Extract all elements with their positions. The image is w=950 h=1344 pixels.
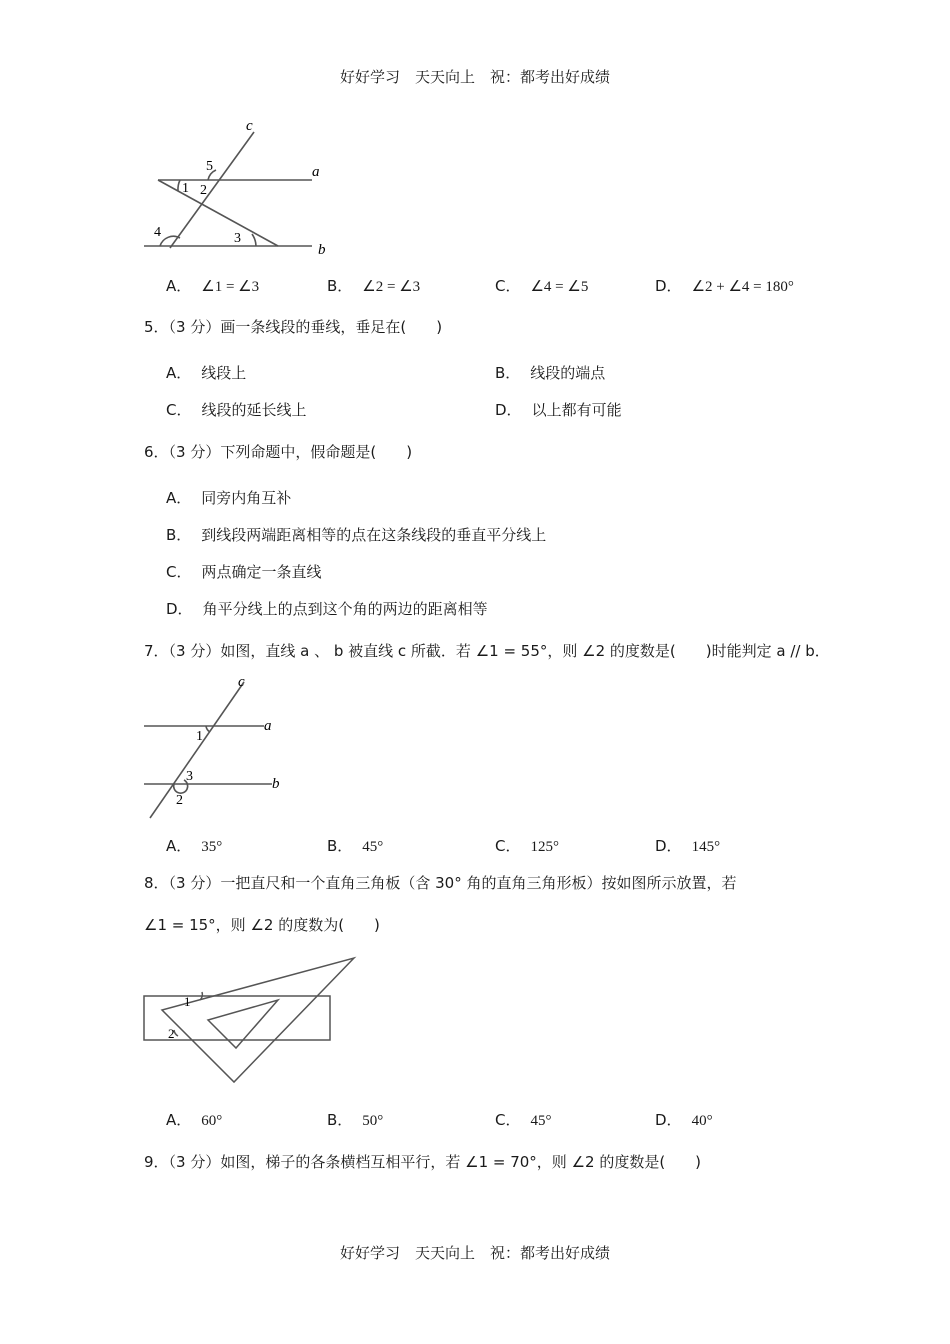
option-key: D． (495, 401, 522, 419)
q8-option-b[interactable] (327, 1109, 383, 1130)
q7-option-c[interactable] (495, 835, 559, 856)
page-footer: 好好学习 天天向上 祝：都考出好成绩 (339, 1244, 610, 1262)
q4-angle-3: 3 (234, 231, 241, 246)
option-text: 35° (201, 839, 223, 855)
q7-arc-1 (206, 726, 210, 732)
option-key: D． (655, 277, 682, 295)
q7-line-c (150, 682, 244, 818)
option-text: ∠2 = ∠3 (362, 279, 421, 295)
option-key: D． (655, 837, 682, 855)
q4-angle-5: 5 (206, 159, 213, 174)
option-text: 角平分线上的点到这个角的两边的距离相等 (202, 600, 488, 618)
q4-angle-1: 1 (182, 181, 189, 196)
q4-label-b: b (318, 242, 326, 258)
option-text: 45° (530, 1113, 552, 1129)
q4-option-c[interactable] (495, 275, 588, 296)
q7-label-b: b (272, 776, 280, 792)
q6-option-d[interactable] (166, 598, 488, 619)
option-text: 同旁内角互补 (201, 489, 292, 507)
q7-option-d[interactable] (655, 835, 720, 856)
q7-angle-2: 2 (176, 793, 183, 808)
q7-figure (140, 672, 300, 824)
q8-figure (140, 954, 362, 1088)
q7-label-c: c (238, 674, 245, 690)
page-header: 好好学习 天天向上 祝：都考出好成绩 (339, 68, 610, 86)
option-key: B． (327, 277, 353, 295)
q4-label-a: a (312, 164, 320, 180)
option-key: C． (495, 277, 521, 295)
q8-stem-line2: ∠1 = 15°，则 ∠2 的度数为( ) (144, 916, 380, 934)
option-key: A． (166, 364, 192, 382)
option-key: A． (166, 1111, 192, 1129)
q5-option-a[interactable] (166, 362, 246, 383)
option-key: B． (327, 837, 353, 855)
option-text: 线段的端点 (530, 364, 606, 382)
option-key: A． (166, 837, 192, 855)
q9-stem: 9．（3 分）如图，梯子的各条横档互相平行，若 ∠1 = 70°，则 ∠2 的度数是( ) (144, 1153, 702, 1171)
q4-option-a[interactable] (166, 275, 259, 296)
q4-option-d[interactable] (655, 275, 794, 296)
option-key: C． (495, 837, 521, 855)
option-key: B． (327, 1111, 353, 1129)
q5-stem: 5．（3 分）画一条线段的垂线，垂足在( ) (144, 318, 443, 336)
q8-stem-line1: 8．（3 分）一把直尺和一个直角三角板（含 30° 角的直角三角形板）按如图所示放置，若 (144, 874, 737, 892)
q5-option-d[interactable] (495, 399, 622, 420)
option-text: 125° (530, 839, 559, 855)
q4-angle-2: 2 (200, 183, 207, 198)
q8-angle-2: 2 (168, 1026, 175, 1041)
q4-arc-3 (252, 234, 256, 246)
q8-option-c[interactable] (495, 1109, 551, 1130)
q8-option-d[interactable] (655, 1109, 713, 1130)
option-key: D． (655, 1111, 682, 1129)
q7-stem: 7．（3 分）如图，直线 a 、 b 被直线 c 所截．若 ∠1 = 55°，则 ∠2 的度数是( )时能判定 a // b． (144, 642, 830, 660)
q8-triangle-inner (208, 1000, 278, 1048)
option-text: ∠1 = ∠3 (201, 279, 260, 295)
option-text: 145° (691, 839, 721, 855)
option-text: 40° (691, 1113, 713, 1129)
q4-label-c: c (246, 118, 253, 134)
option-text: ∠2 + ∠4 = 180° (691, 279, 794, 295)
q6-stem: 6．（3 分）下列命题中，假命题是( ) (144, 443, 413, 461)
q4-figure (140, 112, 340, 262)
q7-angle-3: 3 (186, 769, 193, 784)
option-text: 45° (362, 839, 384, 855)
q7-option-a[interactable] (166, 835, 222, 856)
q8-arc-2 (174, 1030, 178, 1036)
q4-arc-1 (178, 180, 180, 191)
option-text: 线段的延长线上 (201, 401, 307, 419)
q7-option-b[interactable] (327, 835, 383, 856)
q8-angle-1: 1 (184, 994, 191, 1009)
q7-label-a: a (264, 718, 272, 734)
option-text: 以上都有可能 (531, 401, 622, 419)
option-key: C． (166, 401, 192, 419)
option-key: C． (166, 563, 192, 581)
q6-option-b[interactable] (166, 524, 546, 545)
q7-angle-1: 1 (196, 729, 203, 744)
option-key: B． (166, 526, 192, 544)
q8-triangle-outer (162, 958, 354, 1082)
option-key: B． (495, 364, 521, 382)
option-text: 到线段两端距离相等的点在这条线段的垂直平分线上 (201, 526, 547, 544)
option-text: 两点确定一条直线 (201, 563, 322, 581)
q5-option-b[interactable] (495, 362, 605, 383)
option-text: 60° (201, 1113, 223, 1129)
q4-option-b[interactable] (327, 275, 420, 296)
q6-option-a[interactable] (166, 487, 291, 508)
q4-angle-4: 4 (154, 225, 161, 240)
option-text: 50° (362, 1113, 384, 1129)
option-text: ∠4 = ∠5 (530, 279, 589, 295)
option-key: D． (166, 600, 193, 618)
option-text: 线段上 (201, 364, 247, 382)
option-key: A． (166, 489, 192, 507)
option-key: A． (166, 277, 192, 295)
q5-option-c[interactable] (166, 399, 307, 420)
option-key: C． (495, 1111, 521, 1129)
q8-option-a[interactable] (166, 1109, 222, 1130)
q6-option-c[interactable] (166, 561, 322, 582)
